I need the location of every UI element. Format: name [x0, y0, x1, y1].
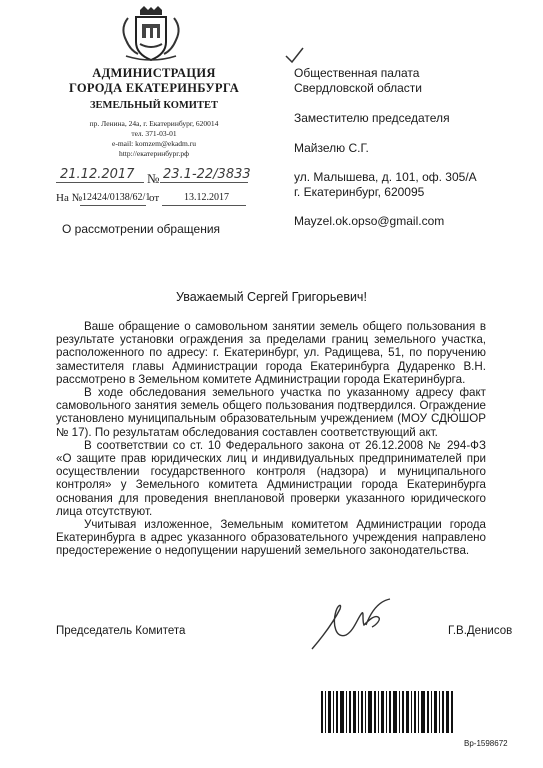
- outgoing-number: 23.1-22/3833: [163, 167, 251, 182]
- recipient-name: Майзелю С.Г.: [294, 141, 369, 155]
- outgoing-number-label: №: [147, 171, 160, 186]
- body-paragraph-2: В ходе обследования земельного участка по указанному адресу факт самовольного занятия земель общего пользования подтвердился. Ограждение установлено муниципальным образовательным учреждением (МОУ СДЮШОР № 17). По результатам обследования составлен соответствующий акт.: [56, 386, 486, 439]
- recipient-org-line1: Общественная палата: [294, 66, 420, 80]
- sender-website: http://екатеринбург.рф: [118, 149, 190, 158]
- date-underline: [56, 182, 144, 183]
- reference-from-label: от: [149, 192, 160, 204]
- salutation: Уважаемый Сергей Григорьевич!: [176, 290, 367, 304]
- body-paragraph-4: Учитывая изложенное, Земельным комитетом Администрации города Екатеринбурга в адрес указанного образовательного учреждения направлено предостережение о недопущении нарушений земельного законодательства.: [56, 518, 486, 558]
- body-paragraph-1: Ваше обращение о самовольном занятии земель общего пользования в результате установки ограждения за пределами границ земельного участка, расположенного по адресу: г. Екатеринбург, ул. Радищева, 51, по поручению заместителя главы Администрации города Екатеринбурга Дударенко В.Н. рассмотрено в Земельном комитете Администрации города Екатеринбурга.: [56, 320, 486, 386]
- sender-org-line1: АДМИНИСТРАЦИЯ: [92, 66, 216, 80]
- outgoing-date: 21.12.2017: [60, 167, 135, 182]
- body-paragraph-3: В соответствии со ст. 10 Федерального закона от 26.12.2008 № 294-ФЗ «О защите прав юридических лиц и индивидуальных предпринимателей при осуществлении государственного контроля (надзора) и муниципального контроля» у Земельного комитета Администрации города Екатеринбурга основания для проведения внеплановой проверки указанного юридического лица отсутствуют.: [56, 438, 486, 518]
- handwritten-signature: [306, 595, 398, 657]
- reference-date: 13.12.2017: [184, 192, 229, 203]
- recipient-org-line2: Свердловской области: [294, 81, 423, 95]
- ref-date-underline: [162, 205, 246, 206]
- sender-email: e-mail: komzem@ekadm.ru: [112, 139, 196, 148]
- sender-phone: тел. 371-03-01: [131, 129, 177, 138]
- reference-label: На №: [56, 192, 83, 204]
- barcode-number: Вр-1598672: [464, 739, 508, 748]
- recipient-position: Заместителю председателя: [294, 111, 450, 125]
- coat-of-arms-emblem: [118, 6, 184, 64]
- sender-org-line3: ЗЕМЕЛЬНЫЙ КОМИТЕТ: [90, 100, 218, 111]
- recipient-email: Mayzel.ok.opso@gmail.com: [294, 214, 445, 228]
- sender-address: пр. Ленина, 24а, г. Екатеринбург, 620014: [89, 119, 219, 128]
- letter-subject: О рассмотрении обращения: [62, 222, 221, 236]
- ref-number-underline: [80, 205, 146, 206]
- check-mark-icon: [283, 46, 305, 66]
- letter-body: [56, 320, 486, 558]
- recipient-address-line1: ул. Малышева, д. 101, оф. 305/А: [294, 170, 477, 184]
- signatory-name: Г.В.Денисов: [448, 625, 513, 637]
- number-underline: [160, 182, 248, 183]
- sender-org-line2: ГОРОДА ЕКАТЕРИНБУРГА: [68, 81, 240, 95]
- signatory-position: Председатель Комитета: [56, 625, 186, 637]
- reference-number: 12424/0138/62/1: [82, 192, 151, 203]
- recipient-address-line2: г. Екатеринбург, 620095: [294, 185, 425, 199]
- document-barcode: [319, 689, 455, 735]
